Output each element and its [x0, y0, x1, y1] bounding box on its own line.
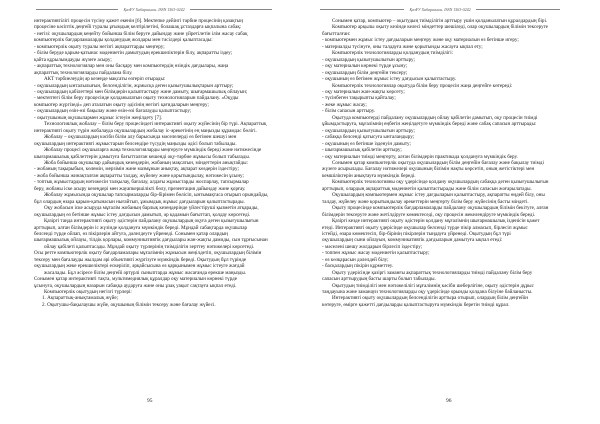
text-line: - білім беруде қарым-қатынас мәдениетін дамытудың ерекшеліктерін білу, ақпаратты іздеу; [34, 50, 233, 57]
text-line: - топпен жұмыс жасау мәдениетін қалыптастыру; [322, 250, 430, 257]
text-line: компьютер жүргізеді» деп аталатын оқыту әдісінің негізгі қағидаларын меңгеру; [34, 101, 209, 108]
text-line: оқушылардың сыни ойлауын, коммуникативтік дағдыларын дамытуға ықпал етеді: [322, 237, 503, 244]
text-line: - жеке жұмыс жасау; [322, 101, 367, 108]
text-line: қайта құрылымдауды жүзеге асыру; [34, 56, 112, 63]
text-line: шығармашылық ойлауы, тілдік қорлары, коммуникативтік дағдылары жан-жақты дамиды, сын тұрғысынан [34, 237, 268, 244]
text-line: - негізі: оқушылардың кеңейту бойынша білім беруге дайындау және үйретілетін ілім жасау сабақ [34, 30, 248, 37]
text-line: АКТ тәрбиелеудің әр кезеңде мақсаты өзгеріп отырады: [44, 76, 166, 83]
text-line: Оқыту процесінде компьютерлік бағдарламаларды пайдалану оқушылардың білімін бекітуге, алған [332, 205, 549, 212]
text-line: - компьютермен жұмыс істеу дағдыларын меңгеру және оқу материалын өз бетінше игеру; [322, 37, 519, 44]
header-rule [36, 9, 118, 10]
running-header [36, 4, 272, 14]
text-line: Қазіргі таңда интерактивті оқыту әдістерін пайдалану оқушылардың оқуға деген қызығушылығын [44, 218, 259, 225]
text-line: Оқу жобасын іске асыруда мұғалім жобаның барлық кезеңдерінде үйлестіруші қызметін атқарады, [44, 205, 259, 212]
text-line: жүзеге асырылады. Бағалау нәтижелері оқушының білімін нақты көрсетіп, оның жетістіктері мен [322, 166, 535, 173]
text-line: - оқушының өз бетімен жұмыс істеу дағдысын қалыптастыру. [322, 76, 457, 83]
text-line: - компьютерлік оқыту туралы негізгі ақпараттарды меңгеру; [34, 43, 165, 50]
page-body-text [34, 18, 274, 388]
text-line: - сабаққа белсенді қатысуға ынталандыру; [322, 134, 415, 141]
running-header [320, 4, 560, 14]
text-line: интерактивті оқыту түрін жобалауда оқушылардың жобалау іс-әрекетінің ең маңызды құрамдас бөлігі. [34, 127, 257, 134]
header-rule [476, 9, 560, 10]
header-rule [320, 9, 404, 10]
text-line: арттырып, алған білімдерін іс жүзінде қолдануға мүмкіндік береді. Мұндай сабақтарда оқушылар [34, 224, 248, 231]
text-line: білімдерін тексеруге және жетілдіруге көмектеседі, оқу процесін жекелендіруге мүмкіндік береді. [322, 211, 536, 218]
text-line: Компьютерлік технологиялар оқытуда білім беру процесін жаңа деңгейге көтереді: [332, 82, 513, 89]
text-line: Жобалау – оқушылардың кәсіби білім алу барысында мәселелерді өз бетімен шешуі мен [44, 134, 237, 141]
text-line: сапасын арттырудың басты шарты болып табылады. [322, 276, 436, 283]
text-line: Оқушылардың компьютермен жұмыс істеу дағдыларын қалыптастыру, ақпаратты өңдей білу, оны [332, 192, 545, 199]
text-line: - топтық жұмыстардың нәтижесін талқылау, бағалау, алдағы жұмыстарды жоспарлау, тапсырмалар [34, 179, 249, 186]
text-line: Компьютерлік оқытудың негізгі түрлері: [44, 289, 132, 296]
text-line: - материалды түсінуге, оны талдауға және қорытынды жасауға ықпал ету; [322, 43, 483, 50]
text-line: - оқушылардың қызығушылығын арттыру; [322, 127, 415, 134]
text-line: - оқушылардың қызығушылығын арттыру; [322, 56, 415, 63]
text-line: талдау, жүйелеу және қорытындылау әрекеттерін меңгерту білім беру жүйесінің басты міндеті. [322, 198, 529, 205]
text-line: - оқушының өз бетінше ізденуін дамыту; [322, 140, 411, 147]
text-line: оқушылардың интерактивті жұмыстарын белсендіре түсудің маңызды әдісі болып табылады. [34, 140, 237, 147]
text-line: - оқу материалын тиімді меңгерту, алған білімдерін практикада қолдануға мүмкіндік беру. [322, 153, 518, 160]
header-rule [190, 9, 272, 10]
text-line: белсенді түрде ойлап, өз пікірлерін айтуға, дәлелдеуге үйренеді. Сонымен қатар олардың [34, 230, 228, 237]
text-line: - ақпараттық технологиялар мен оны басқару мен компьютердің өзіндік дағдылары, жаңа [34, 63, 229, 70]
text-line: Жобалау жұмысында оқушылар тапсырмаларды бір-бірімен бөлісіп, ынтымақтаса отырып орындайды, [44, 192, 269, 199]
text-line: - оқушылардың ынталылығын, белсенділігін, жұмысқа деген қызығушылықтарын арттыру; [34, 82, 234, 89]
text-line: - шығармашылық қабілетін арттыру; [322, 147, 402, 154]
text-line: - оқу материалын көрнекі түрде ұсыну; [322, 63, 408, 70]
text-line: шығармашылық қабілеттерін дамытуға бағытталған кешенді оқу-тәрбие жұмысы болып табылады. [34, 153, 251, 160]
page-body-text [322, 18, 564, 363]
text-line: - түсінбеген тақырыпты қайталау; [322, 95, 396, 102]
text-line: - жобаның тақырыбын, көлемін, мерзімін және мазмұнын анықтау, ақпарат көздерін іздестіру; [34, 166, 239, 173]
text-line: 1. Ақпараттық-анықтамалық жүйе; [42, 295, 119, 302]
text-line: оқушылардың өз бетінше жұмыс істеу дағдысын дамытып, әр қадамын бағыттап, қолдау көрсетеді. [34, 211, 251, 218]
text-line: көтеруге, өмірге қажетті дағдыларды қалыптастыруға мүмкіндік беретін тиімді құрал. [322, 301, 510, 308]
text-line: - білім сапасын арттыру. [322, 108, 376, 115]
header-text: ҚазҰУ Хабаршысы. ISSN 1563-0242 [123, 6, 185, 12]
text-line: Компьютер арқылы оқыту кезінде келесі міндеттер шешіледі, олар оқушылардың білімін тексеруге [332, 24, 548, 31]
text-line: Жобалау процесі оқушыларға жаңа технологияларды меңгеруге мүмкіндік береді және нәтижесінде [44, 147, 262, 154]
text-line: - мектептегі білім беру процесінде қолданылатын оқыту технологияларын пайдалану. «Оқуды [34, 95, 239, 102]
text-line: Интерактивті оқыту оқушылардың белсенділігін арттыра отырып, олардың білім деңгейін [332, 295, 529, 302]
text-line: Осы ретте компьютерлік оқыту бағдарламалары мұғалімнің жұмысын жеңілдетіп, оқушылардың білімін [34, 250, 262, 257]
text-line: компьютерлік бағдарламаларды қолданудың жолдары мен тәсілдері қалыптасады: [34, 37, 213, 44]
text-line: ұйымдастыруға, мұғалімнің еңбегін жеңілдетуге мүмкіндік береді және сабақ сапасын арттырады: [322, 121, 537, 128]
page-number: 95 [147, 398, 153, 404]
text-line: процесіне кәсіптік деңгейі туралы ұғымдың келтірілетіні, болашақ ұстаздарға ықпалына сабақ: [34, 24, 242, 31]
header-text: ҚазҰУ Хабаршысы. ISSN 1563-0242 [409, 6, 471, 12]
text-line: таңдауына және заманауи технологияларды оқу үдерісінде орынды қолдана білуіне байланысты. [322, 289, 533, 296]
text-line: - оқытушының оқушылармен жұмыс істеуін жеңілдету [7]. [34, 114, 162, 121]
text-line: бұл олардың өзара қарым-қатынасын нығайтып, ұжымдық жұмыс дағдыларын қалыптастырады. [34, 198, 245, 205]
text-line: Сонымен қатар, компьютер – оқытудың тиімділігін арттыру үшін қолданылатын құралдардың бірі. [332, 18, 548, 24]
text-line: - басқалардың пікірін құрметтеу. [322, 263, 394, 270]
text-line: жасалады. Бұл әсіресе білім деңгейі әртүрлі сыныптарда жұмыс жасағанда ерекше маңызды. [44, 269, 247, 276]
right-page [300, 0, 600, 424]
text-line: Жоба бойынша оқушылар дайындық кезеңдерін, жобаның мақсатын, міндеттерін анықтайды: [44, 159, 248, 166]
text-line: ақпараттық технологияларды пайдалана білу. [34, 69, 133, 76]
text-line: интерактивтілігі процесін түсіну қажет екенін [6]. Мектепке дейінгі тәрбие процесінің қазақтың [34, 18, 244, 24]
text-line: Қазіргі кезде интерактивті оқыту әдістерін қолдану мұғалімнің шығармашылық ізденісін қажет [332, 218, 540, 225]
text-line: Компьютерлік технологияларды қолданудың тиімділігі: [332, 50, 454, 57]
text-line: - жоба бойынша жинақталған ақпаратты талдау, жүйелеу және қорытындылау, нәтижесін ұсыну; [34, 172, 244, 179]
text-line: арттырып, олардың ақпараттық мәдениетін қалыптастырады және білім сапасын жоғарылатады. [322, 185, 532, 192]
text-line: оқушылардың жеке ерекшеліктері ескеріліп, әрқайсысына өз қарқынымен жұмыс істеуге жағдай [34, 263, 245, 270]
text-line: 2. Оқытушы-бақылаушы жүйе, оқушының білімін тексеру және бағалау жүйесі. [42, 301, 216, 308]
text-line: беру, жобаны іске асыру кезеңдері мен жауапкершілікті бөлу, презентация дайындау және қорғау. [34, 185, 246, 192]
text-line: - оқу материалын жан-жақты көрсету; [322, 88, 405, 95]
text-line: етеді. Интерактивті оқыту үдерісінде оқушылар белсенді түрде пікір алмасып, бірлесіп жұмыс [322, 224, 528, 231]
text-line: - өз көзқарасын дәлелдей білу; [322, 256, 389, 263]
text-line: бағытталған: [322, 30, 351, 37]
text-line: Оқытудың тиімділігі мен нәтижелілігі мұғалімнің кәсіби шеберлігіне, оқыту әдістерін дұрыс [332, 282, 534, 289]
text-line: Сонымен қатар компьютерлік оқытуда оқушылардың білім деңгейін бағалау және бақылау тиімді [332, 159, 544, 166]
text-line: - оқушылардың қабілеттері мен білімдерін қалыптастыру және дамыту, шығармашылық ойлауын; [34, 88, 248, 95]
text-line: Технологиялық жобалау – білім беру процесіндегі интерактивті оқыту жүйесінің бір түрі. Ақпараттық [44, 121, 267, 128]
text-line: Оқытуда компьютерді пайдалану оқушылардың ойлау қабілетін дамытып, оқу процесін тиімді [332, 114, 538, 121]
text-line: істейді, өзара көмектесіп, бір-бірінің пікірлерін тыңдауға үйренеді. Оқытудың бұл түрі [322, 230, 511, 237]
text-line: кемшіліктерін анықтауға мүмкіндік береді. [322, 172, 416, 179]
text-line: Оқыту үдерісінде қазіргі заманғы ақпараттық технологияларды тиімді пайдалану білім беру [332, 269, 533, 276]
page-number: 96 [446, 398, 452, 404]
text-line: ұсынуға, оқушылардың назарын сабаққа аударуға және оны ұзақ уақыт сақтауға ықпал етеді. [34, 282, 237, 289]
text-line: - мәселені шешу жолдарын бірлесіп іздестіру; [322, 243, 423, 250]
text-line: Сонымен қатар интерактивті тақта, мультимедиялық құралдар оқу материалын көрнекі түрде [34, 276, 238, 283]
text-line: - оқушылардың өзін-өзі бақылау және өзін-өзі бағалауды қалыптастыру; [34, 108, 192, 115]
text-line: Компьютерлік технологияны оқу үдерісінде қолдану оқушылардың сабаққа деген қызығушылығын [332, 179, 549, 186]
text-line: тексеру мен бағалауды жылдам әрі объективті жүргізуге мүмкіндік береді. Оқытудың бұл түрінде [34, 256, 247, 263]
text-line: - оқушылардың білім деңгейін тексеру; [322, 69, 408, 76]
text-line: ойлау қабілеті қалыптасады. Мұндай оқыту түрлерінің тиімділігін зерттеу нәтижелері көрсетеді. [44, 243, 255, 250]
